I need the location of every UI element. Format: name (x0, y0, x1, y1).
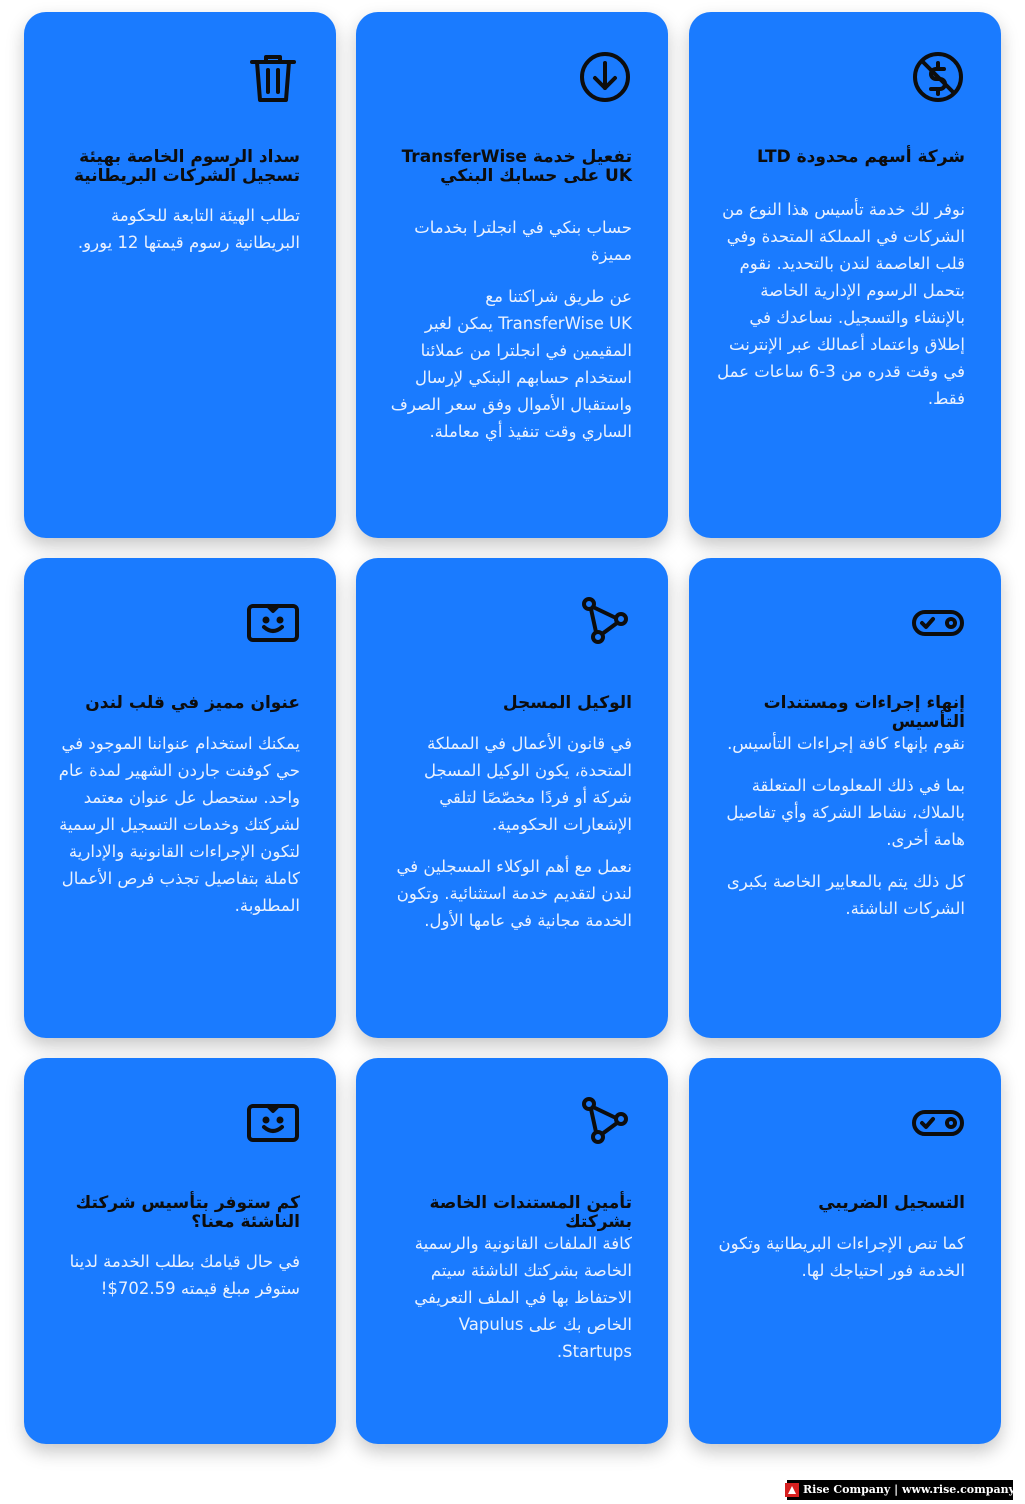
card-body (52, 202, 300, 271)
trash-icon (246, 50, 300, 104)
card-title: تفعيل خدمة TransferWise UK على حسابك البنكي (401, 147, 632, 186)
share-nodes-icon (578, 1096, 632, 1150)
card-body (52, 730, 300, 934)
card-body (717, 1230, 965, 1299)
card-paragraph: تطلب الهيئة التابعة للحكومة البريطانية رسوم قيمتها 12 يورو. (77, 206, 300, 252)
card-body (717, 730, 965, 937)
card-title: سداد الرسوم الخاصة بهيئة تسجيل الشركات البريطانية (73, 147, 300, 186)
toggle-check-icon (911, 596, 965, 650)
card-title: شركة أسهم محدودة LTD (756, 147, 965, 167)
card-title: التسجيل الضريبي (818, 1193, 965, 1213)
card-savings (24, 1058, 336, 1444)
card-title: كم ستوفر بتأسيس شركتك الناشئة معنا؟ (75, 1193, 300, 1232)
card-paragraph: نوفر لك خدمة تأسيس هذا النوع من الشركات في المملكة المتحدة وفي قلب العاصمة لندن بالتحديد. نقوم بتحمل الرسوم الإدارية الخاصة بالإنشاء والتسجيل. نساعدك في إطلاق واعتماد أعمالك عبر الإنترنت في وقت قدره من 3-6 ساعات عمل فقط. (717, 200, 965, 408)
card-paragraph: نقوم بإنهاء كافة إجراءات التأسيس. (727, 734, 965, 753)
card-title: إنهاء إجراءات ومستندات التأسيس (763, 693, 965, 732)
share-nodes-icon (578, 596, 632, 650)
card-title: عنوان مميز في قلب لندن (85, 693, 300, 713)
card-title: تأمين المستندات الخاصة بشركتك (429, 1193, 632, 1232)
card-paragraph: نعمل مع أهم الوكلاء المسجلين في لندن لتقديم خدمة استثنائية. وتكون الخدمة مجانية في عامها الأول. (396, 857, 632, 930)
card-transferwise (356, 12, 668, 538)
card-paragraph: حساب بنكي في انجلترا بخدمات مميزة (414, 218, 632, 264)
no-dollar-icon (911, 50, 965, 104)
card-body (384, 730, 632, 949)
card-paragraph: كل ذلك يتم بالمعايير الخاصة بكبرى الشركات الناشئة. (726, 872, 965, 918)
card-body (717, 196, 965, 427)
card-paragraph: بما في ذلك المعلومات المتعلقة بالملاك، نشاط الشركة وأي تفاصيل هامة أخرى. (726, 776, 965, 849)
card-paragraph: يمكنك استخدام عنواننا الموجود في حي كوفنت جاردن الشهير لمدة عام واحد. ستحصل عل عنوان معتمد لشركتك وخدمات التسجيل الرسمية لتكون الإجراءات القانونية والإدارية كاملة بتفاصيل تجذب فرص الأعمال المطلوبة. (58, 734, 300, 915)
card-secure-documents (356, 1058, 668, 1444)
card-paragraph: عن طريق شراكتنا مع TransferWise UK يمكن لغير المقيمين في انجلترا من عملائنا استخدام حسابهم البنكي لإرسال واستقبال الأموال وفق سعر الصرف الساري وقت تنفيذ أي معاملة. (390, 287, 632, 441)
card-body (52, 1248, 300, 1317)
card-title: الوكيل المسجل (502, 693, 632, 713)
card-london-address (24, 558, 336, 1038)
card-body (384, 214, 632, 460)
rise-logo-icon (785, 1483, 799, 1497)
card-registration-fees (24, 12, 336, 538)
card-tax-registration (689, 1058, 1001, 1444)
card-registered-agent (356, 558, 668, 1038)
download-circle-icon (578, 50, 632, 104)
smiley-screen-icon (246, 596, 300, 650)
card-paragraph: في قانون الأعمال في المملكة المتحدة، يكون الوكيل المسجل شركة أو فردًا مخصّصًا لتلقي الإشعارات الحكومية. (424, 734, 632, 834)
watermark-footer[interactable] (787, 1480, 1013, 1500)
footer-text: Rise Company | www.rise.company (803, 1483, 1015, 1496)
card-paragraph: كما تنص الإجراءات البريطانية وتكون الخدمة فور احتياجك لها. (718, 1234, 965, 1280)
smiley-screen-icon (246, 1096, 300, 1150)
card-body (384, 1230, 632, 1380)
card-ltd-company (689, 12, 1001, 538)
card-incorporation-docs (689, 558, 1001, 1038)
card-paragraph: كافة الملفات القانونية والرسمية الخاصة بشركتك الناشئة سيتم الاحتفاظ بها في الملف التعريفي الخاص بك على Vapulus Startups. (414, 1234, 632, 1361)
toggle-check-icon (911, 1096, 965, 1150)
card-paragraph: في حال قيامك بطلب الخدمة لدينا ستوفر مبلغ قيمته 702.59$! (69, 1252, 300, 1298)
